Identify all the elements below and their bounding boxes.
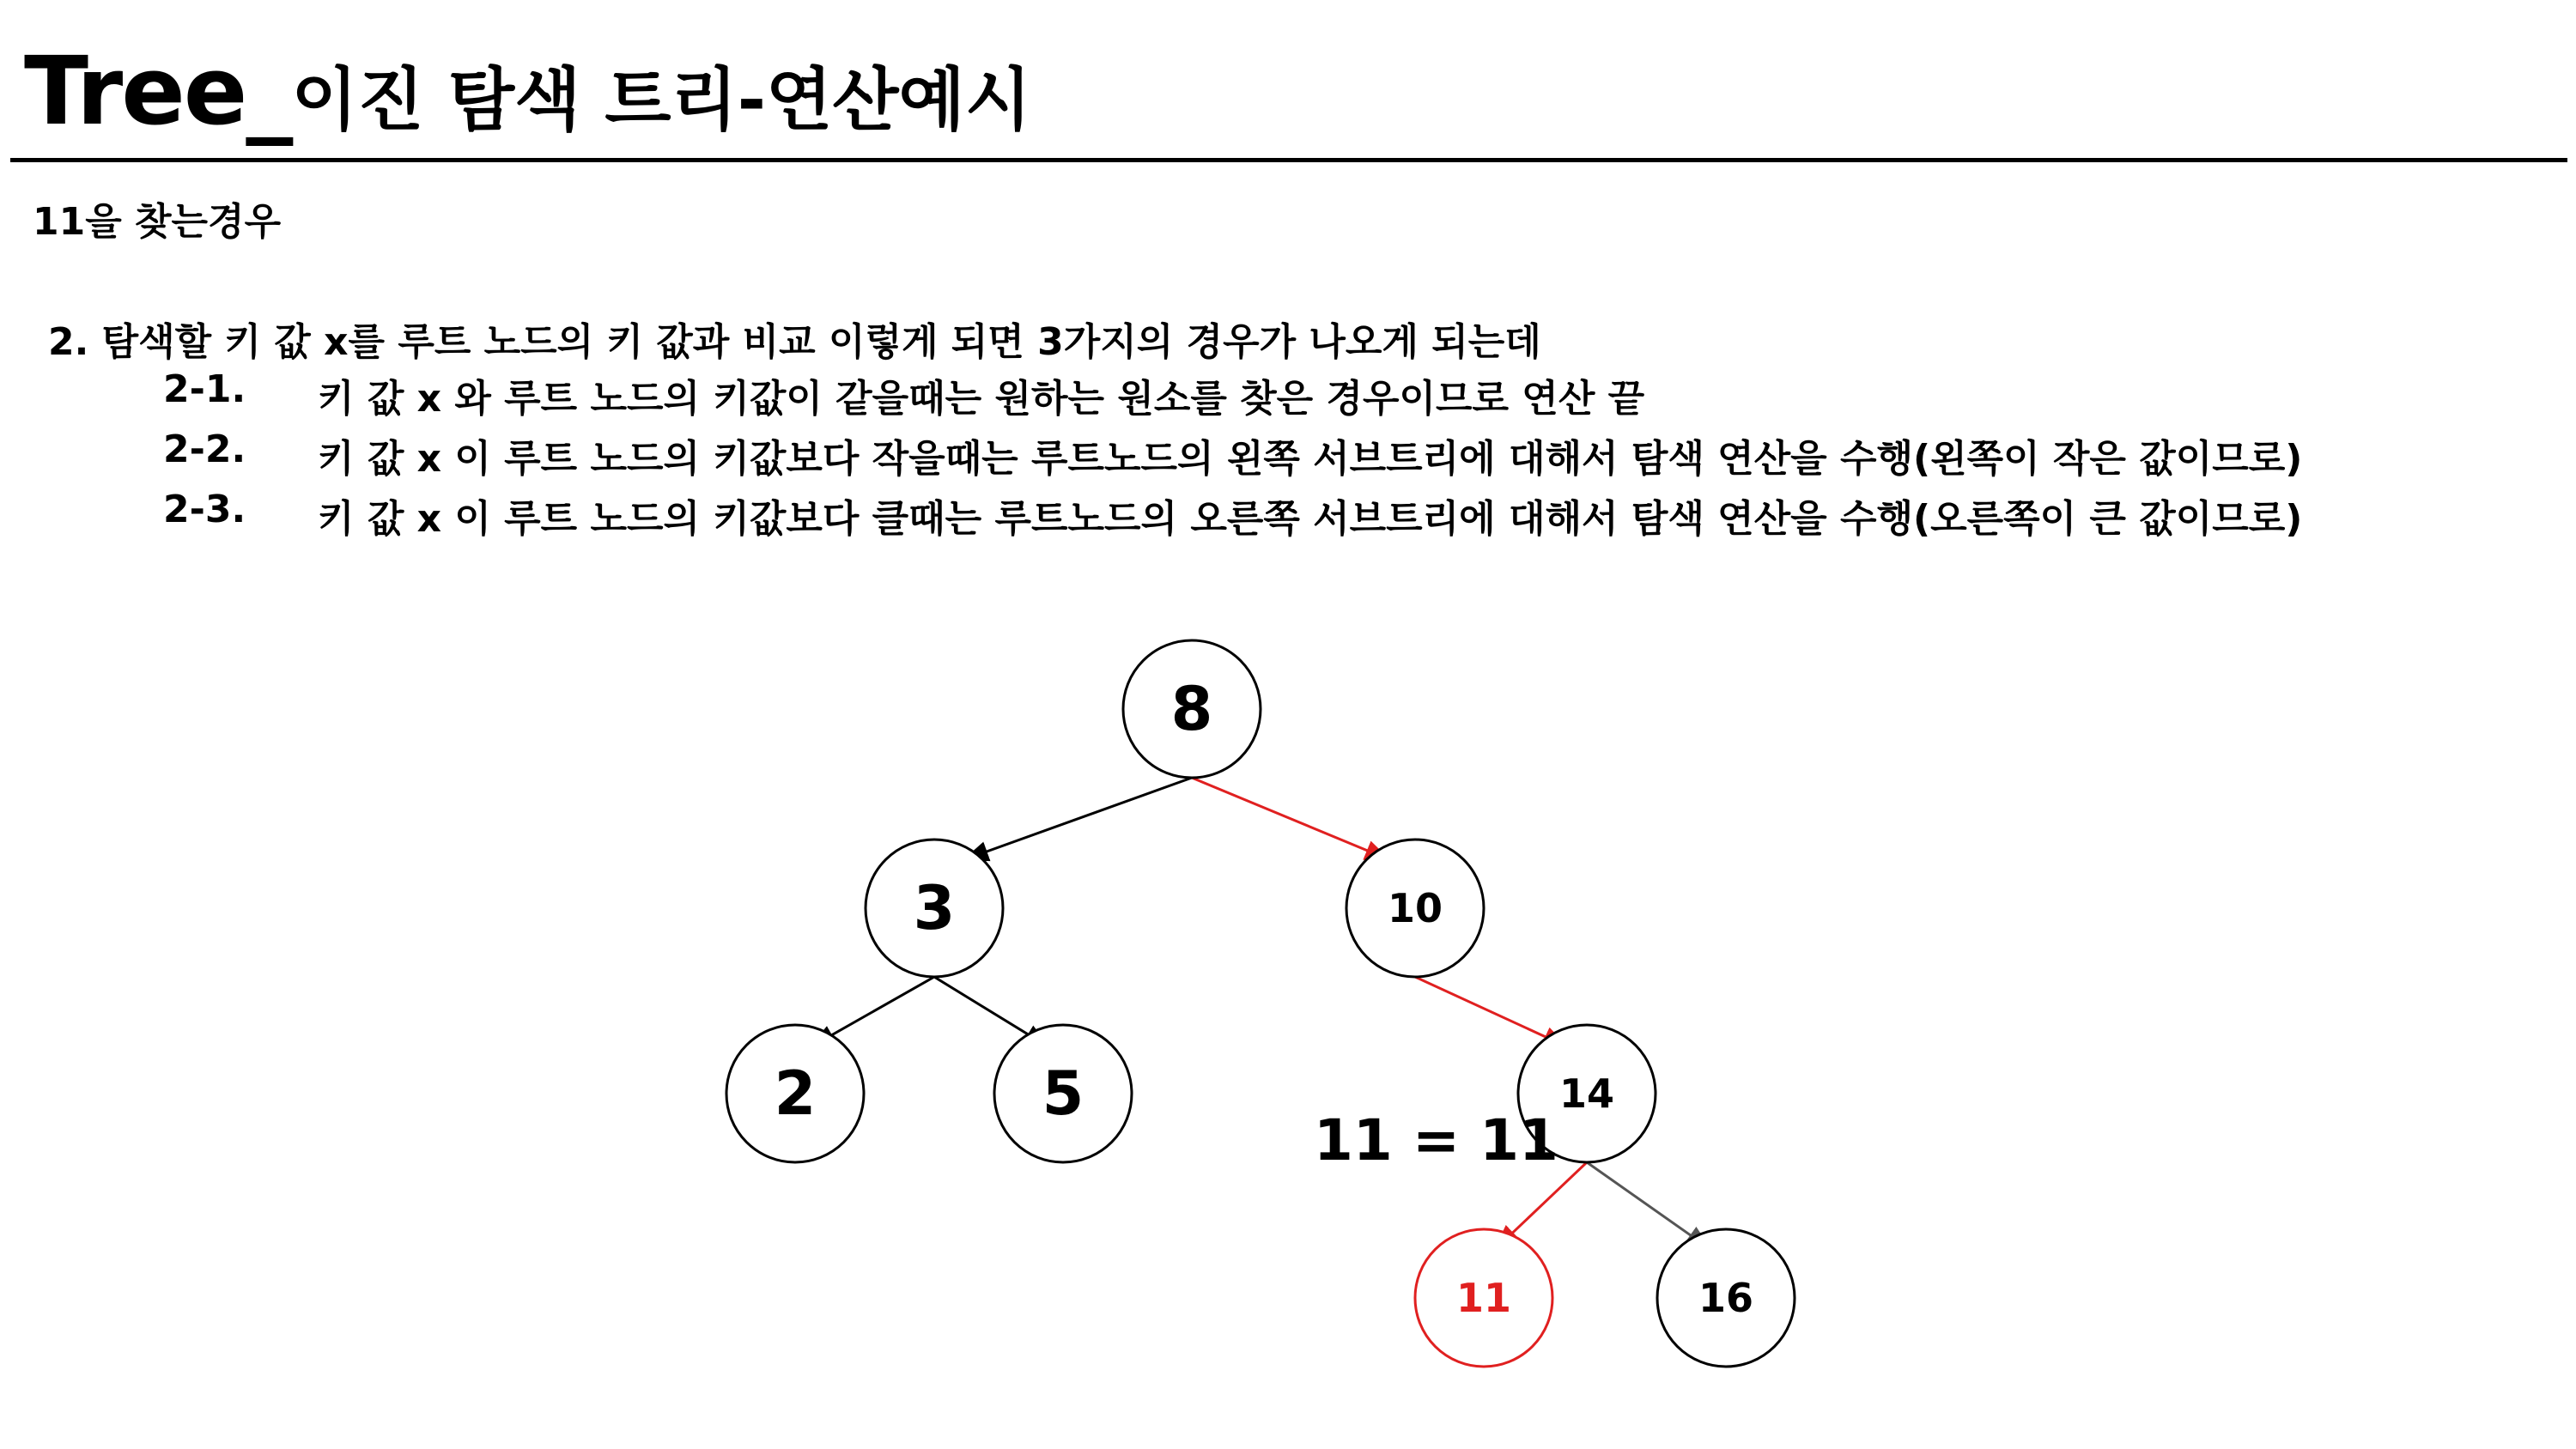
tree-node-2 xyxy=(726,1025,864,1162)
edge-n8-n10 xyxy=(1192,778,1388,859)
step-text: 키 값 x 이 루트 노드의 키값보다 작을때는 루트노드의 왼쪽 서브트리에 대해서 탐색 연산을 수행(왼쪽이 작은 값이므로) xyxy=(318,437,2303,481)
tree-node-8 xyxy=(1123,640,1261,778)
node-label: 3 xyxy=(913,873,956,943)
case-subtitle: 11을 찾는경우 xyxy=(33,200,282,244)
step-number: 2-3. xyxy=(163,488,246,531)
node-label: 2 xyxy=(774,1058,817,1129)
node-label: 5 xyxy=(1042,1058,1084,1129)
node-label: 10 xyxy=(1387,885,1443,931)
title-main: Tree_ xyxy=(24,36,292,146)
node-label: 14 xyxy=(1558,1070,1615,1117)
step-intro: 2. 탐색할 키 값 x를 루트 노드의 키 값과 비교 이렇게 되면 3가지의 경우가 나오게 되는데 xyxy=(48,320,1541,364)
step-number: 2-1. xyxy=(163,367,246,411)
step-text: 키 값 x 이 루트 노드의 키값보다 클때는 루트노드의 오른쪽 서브트리에 대해서 탐색 연산을 수행(오른쪽이 큰 값이므로) xyxy=(318,497,2303,541)
tree-node-3 xyxy=(866,840,1003,977)
step-number: 2-2. xyxy=(163,427,246,471)
title-sub: 이진 탐색 트리-연산예시 xyxy=(291,60,1032,140)
edge-n10-n14 xyxy=(1415,977,1566,1046)
tree-node-10 xyxy=(1346,840,1484,977)
tree-node-16 xyxy=(1657,1229,1795,1367)
tree-node-11 xyxy=(1415,1229,1552,1367)
edge-n8-n3 xyxy=(965,778,1192,859)
node-label: 11 xyxy=(1455,1275,1512,1321)
edge-n14-n16 xyxy=(1587,1162,1710,1248)
comparison-label: 11 = 11 xyxy=(1314,1107,1558,1173)
step-text: 키 값 x 와 루트 노드의 키값이 같을때는 원하는 원소를 찾은 경우이므로 연산 끝 xyxy=(318,377,1645,421)
node-label: 16 xyxy=(1698,1275,1754,1321)
node-label: 8 xyxy=(1170,674,1213,744)
tree-node-5 xyxy=(994,1025,1132,1162)
